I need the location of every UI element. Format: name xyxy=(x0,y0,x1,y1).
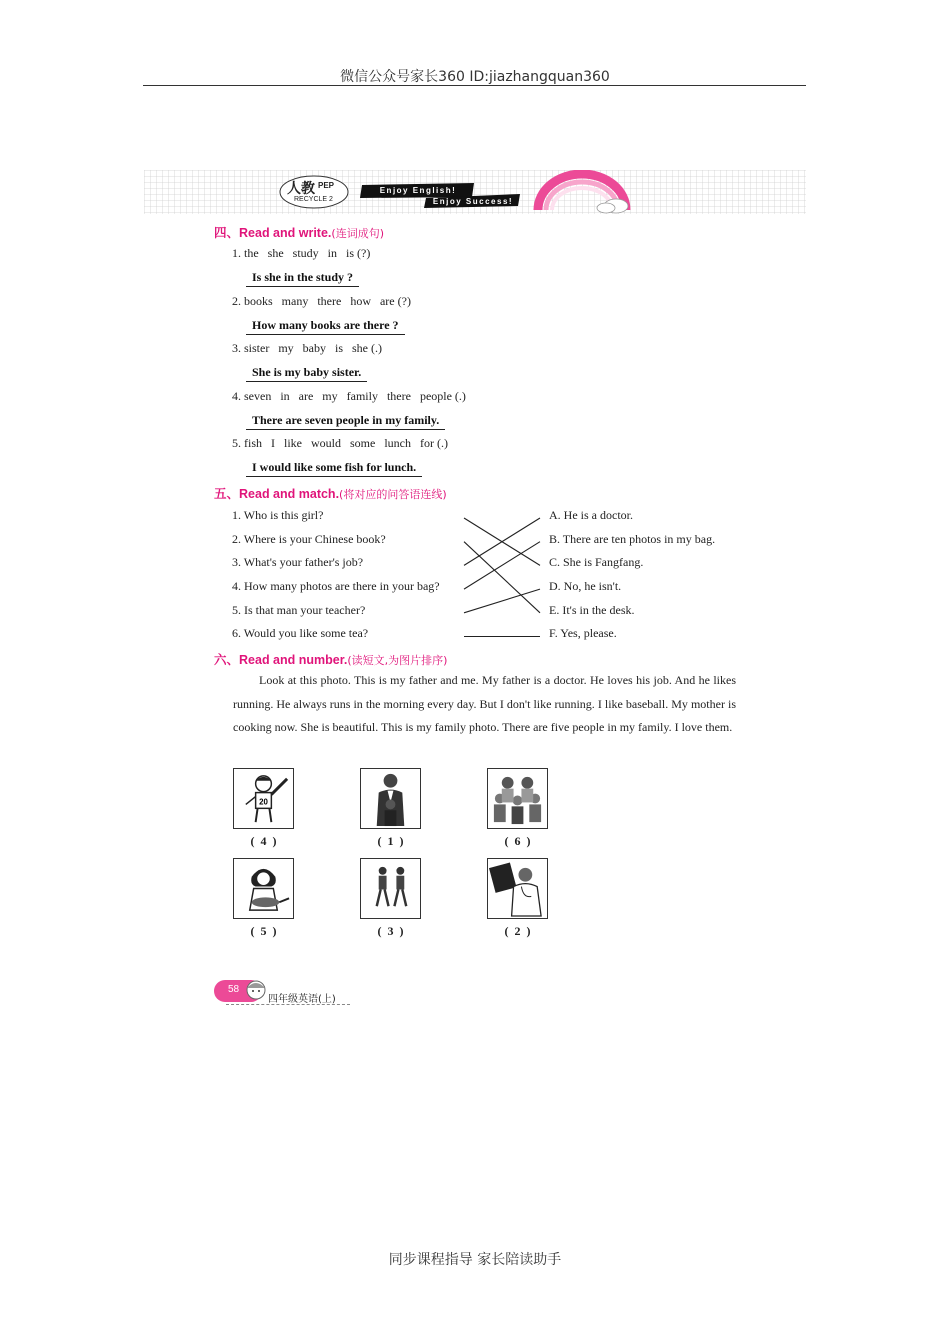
match-question-5: 5. Is that man your teacher? xyxy=(232,603,366,617)
picture-number-3 xyxy=(487,834,548,849)
matching-lines xyxy=(460,505,544,645)
paren-open: ( xyxy=(377,834,382,848)
section-5-heading: Read and match. xyxy=(239,487,340,501)
match-question-3: 3. What's your father's job? xyxy=(232,555,364,569)
match-answer-d: D. No, he isn't. xyxy=(549,579,622,593)
paren-close: ) xyxy=(526,834,531,848)
section-5-title xyxy=(214,484,447,502)
book-title: 四年级英语(上) xyxy=(268,994,336,1005)
match-line-5 xyxy=(464,589,540,613)
match-line-2 xyxy=(464,542,540,613)
section-6-heading: Read and number. xyxy=(239,653,348,667)
section-6-number: 六、 xyxy=(214,653,240,667)
s4-question-3: 3. sister my baby is she (.) xyxy=(232,341,382,355)
s4-answer-1: Is she in the study ? xyxy=(246,270,359,287)
slogan-enjoy-english: Enjoy English! xyxy=(379,186,457,195)
reading-paragraph: Look at this photo. This is my father and me. My father is a doctor. He loves his job. And he likes running. He always runs in the morning every day. But I don't like running. I like baseball. My mother is cooking now. She is beautiful. This is my family photo. There are five people in my family. I love them. xyxy=(233,673,736,735)
page-header-text: 微信公众号家长360 ID:jiazhangquan360 xyxy=(340,69,610,85)
order-number: 1 xyxy=(387,834,394,848)
header-rule xyxy=(143,85,806,86)
section-5-number: 五、 xyxy=(214,487,240,501)
match-question-6: 6. Would you like some tea? xyxy=(232,626,369,640)
logo-sub: PEP xyxy=(318,181,335,190)
paren-close: ) xyxy=(272,834,277,848)
s4-answer-3: She is my baby sister. xyxy=(246,365,367,382)
running-icon xyxy=(360,858,421,919)
section-6-title xyxy=(214,650,447,668)
section-4-title xyxy=(214,223,384,241)
paren-close: ) xyxy=(526,924,531,938)
girl-face-icon xyxy=(244,978,268,1002)
match-answer-b: B. There are ten photos in my bag. xyxy=(549,532,716,546)
section-4-heading: Read and write. xyxy=(239,226,332,240)
father-and-son-icon xyxy=(360,768,421,829)
match-question-2: 2. Where is your Chinese book? xyxy=(232,532,386,546)
logo-recycle: RECYCLE 2 xyxy=(294,196,333,203)
match-question-1: 1. Who is this girl? xyxy=(232,508,324,522)
s4-question-4: 4. seven in are my family there people (.) xyxy=(232,389,466,403)
paren-close: ) xyxy=(272,924,277,938)
match-answer-f: F. Yes, please. xyxy=(549,626,617,640)
s4-answer-4: There are seven people in my family. xyxy=(246,413,445,430)
section-banner xyxy=(144,170,806,214)
mother-cooking-icon xyxy=(233,858,294,919)
paren-close: ) xyxy=(399,834,404,848)
order-number: 5 xyxy=(260,924,267,938)
paren-close: ) xyxy=(399,924,404,938)
s4-question-2: 2. books many there how are (?) xyxy=(232,294,411,308)
section-4-note: (连词成句) xyxy=(331,227,384,240)
picture-number-6 xyxy=(487,924,548,939)
order-number: 6 xyxy=(514,834,521,848)
match-answer-c: C. She is Fangfang. xyxy=(549,555,644,569)
s4-answer-2: How many books are there ? xyxy=(246,318,405,335)
s4-answer-5: I would like some fish for lunch. xyxy=(246,460,422,477)
s4-question-5: 5. fish I like would some lunch for (.) xyxy=(232,436,448,450)
page-footer-text: 同步课程指导 家长陪读助手 xyxy=(388,1252,562,1268)
match-line-4 xyxy=(464,542,540,589)
picture-number-4 xyxy=(233,924,294,939)
match-question-4: 4. How many photos are there in your bag? xyxy=(232,579,440,593)
match-answer-e: E. It's in the desk. xyxy=(549,603,635,617)
section-4-number: 四、 xyxy=(214,226,240,240)
section-5-note: (将对应的问答语连线) xyxy=(339,488,447,501)
picture-number-2 xyxy=(360,834,421,849)
doctor-icon xyxy=(487,858,548,919)
baseball-boy-icon xyxy=(233,768,294,829)
slogan-enjoy-success: Enjoy Success! xyxy=(432,197,514,206)
s4-question-1: 1. the she study in is (?) xyxy=(232,246,371,260)
picture-number-5 xyxy=(360,924,421,939)
banner-grid-graphic xyxy=(144,170,806,214)
page-number-badge: 58 xyxy=(214,980,262,1002)
svg-text:20: 20 xyxy=(259,797,268,807)
paren-open: ( xyxy=(377,924,382,938)
match-answer-a: A. He is a doctor. xyxy=(549,508,633,522)
paren-open: ( xyxy=(250,834,255,848)
order-number: 3 xyxy=(387,924,394,938)
picture-number-1 xyxy=(233,834,294,849)
paren-open: ( xyxy=(504,834,509,848)
section-6-note: (读短文,为图片排序) xyxy=(347,654,448,667)
logo-main: 人教 xyxy=(287,181,315,197)
paren-open: ( xyxy=(250,924,255,938)
family-photo-icon xyxy=(487,768,548,829)
order-number: 2 xyxy=(514,924,521,938)
paren-open: ( xyxy=(504,924,509,938)
order-number: 4 xyxy=(260,834,267,848)
footer-dashed-rule xyxy=(226,1004,350,1005)
